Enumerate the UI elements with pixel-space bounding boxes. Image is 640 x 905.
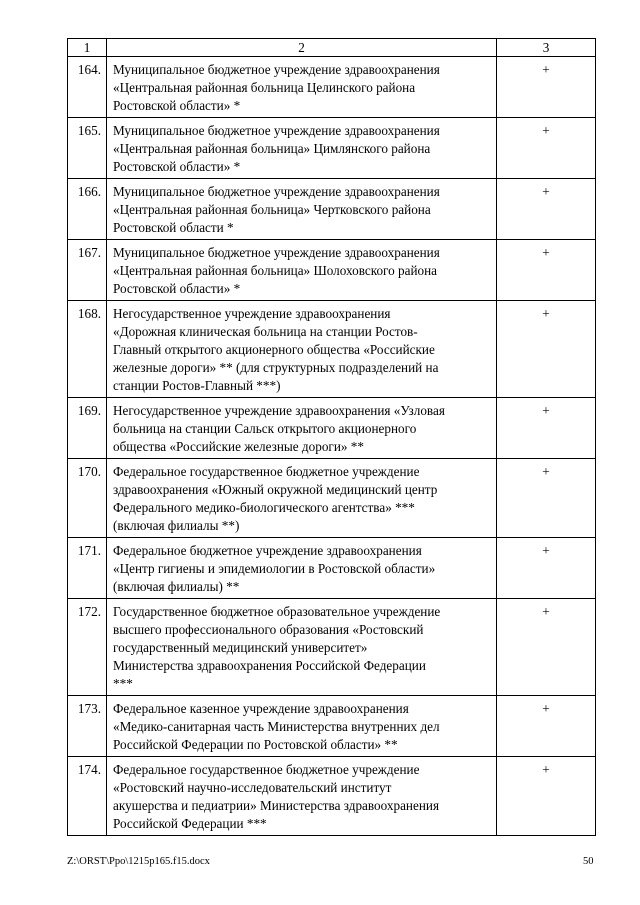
table-row	[68, 301, 596, 398]
table-row	[68, 696, 596, 757]
table-row	[68, 538, 596, 599]
table-header-row	[68, 39, 596, 57]
row-number: 174.	[68, 757, 107, 836]
plus-mark: +	[497, 757, 596, 836]
text-line: государственный медицинский университет»	[113, 640, 368, 655]
organization-name	[107, 240, 497, 301]
text-line: Российской Федерации по Ростовской области» **	[113, 737, 398, 752]
organization-name	[107, 538, 497, 599]
table-row	[68, 240, 596, 301]
table-row	[68, 57, 596, 118]
plus-mark: +	[497, 118, 596, 179]
row-number: 172.	[68, 599, 107, 696]
organization-name	[107, 599, 497, 696]
text-line: Муниципальное бюджетное учреждение здравоохранения	[113, 184, 440, 199]
text-line: Муниципальное бюджетное учреждение здравоохранения	[113, 62, 440, 77]
footer-page-number: 50	[583, 856, 594, 867]
text-line: Федеральное бюджетное учреждение здравоохранения	[113, 543, 422, 558]
text-line: железные дороги» ** (для структурных подразделений на	[113, 360, 439, 375]
plus-mark: +	[497, 599, 596, 696]
organization-name	[107, 696, 497, 757]
plus-mark: +	[497, 696, 596, 757]
plus-mark: +	[497, 459, 596, 538]
plus-mark: +	[497, 179, 596, 240]
column-header-organization: 2	[107, 39, 497, 57]
text-line: Российской Федерации ***	[113, 816, 267, 831]
text-line: (включая филиалы) **	[113, 579, 240, 594]
text-line: ***	[113, 676, 133, 691]
row-number: 170.	[68, 459, 107, 538]
footer-file-path: Z:\ORST\Ppo\1215p165.f15.docx	[67, 856, 210, 867]
registry-table	[67, 38, 596, 836]
organization-name	[107, 757, 497, 836]
row-number: 168.	[68, 301, 107, 398]
table-row	[68, 118, 596, 179]
text-line: Муниципальное бюджетное учреждение здравоохранения	[113, 123, 440, 138]
text-line: общества «Российские железные дороги» **	[113, 439, 364, 454]
text-line: «Центральная районная больница» Цимлянского района	[113, 141, 431, 156]
text-line: Федеральное государственное бюджетное учреждение	[113, 464, 420, 479]
text-line: «Центральная районная больница» Чертковского района	[113, 202, 431, 217]
table-row	[68, 757, 596, 836]
text-line: Муниципальное бюджетное учреждение здравоохранения	[113, 245, 440, 260]
plus-mark: +	[497, 301, 596, 398]
table-row	[68, 179, 596, 240]
plus-mark: +	[497, 57, 596, 118]
organization-name	[107, 398, 497, 459]
text-line: Ростовской области *	[113, 220, 234, 235]
text-line: станции Ростов-Главный ***)	[113, 378, 281, 393]
text-line: Ростовской области» *	[113, 98, 241, 113]
text-line: «Центральная районная больница Целинского района	[113, 80, 416, 95]
text-line: Негосударственное учреждение здравоохранения	[113, 306, 391, 321]
text-line: больница на станции Сальск открытого акционерного	[113, 421, 417, 436]
row-number: 173.	[68, 696, 107, 757]
row-number: 165.	[68, 118, 107, 179]
row-number: 164.	[68, 57, 107, 118]
row-number: 167.	[68, 240, 107, 301]
column-header-number: 1	[68, 39, 107, 57]
text-line: Государственное бюджетное образовательное учреждение	[113, 604, 441, 619]
text-line: «Центр гигиены и эпидемиологии в Ростовской области»	[113, 561, 436, 576]
organization-name	[107, 459, 497, 538]
text-line: (включая филиалы **)	[113, 518, 240, 533]
organization-name	[107, 57, 497, 118]
organization-name	[107, 118, 497, 179]
text-line: Министерства здравоохранения Российской Федерации	[113, 658, 426, 673]
text-line: акушерства и педиатрии» Министерства здравоохранения	[113, 798, 440, 813]
row-number: 169.	[68, 398, 107, 459]
organization-name	[107, 301, 497, 398]
text-line: Ростовской области» *	[113, 159, 241, 174]
plus-mark: +	[497, 538, 596, 599]
table-row	[68, 459, 596, 538]
text-line: Ростовской области» *	[113, 281, 241, 296]
plus-mark: +	[497, 398, 596, 459]
text-line: Главный открытого акционерного общества «Российские	[113, 342, 435, 357]
plus-mark: +	[497, 240, 596, 301]
text-line: «Дорожная клиническая больница на станции Ростов-	[113, 324, 418, 339]
text-line: Негосударственное учреждение здравоохранения «Узловая	[113, 403, 445, 418]
text-line: «Ростовский научно-исследовательский институт	[113, 780, 392, 795]
organization-name	[107, 179, 497, 240]
row-number: 166.	[68, 179, 107, 240]
text-line: Федеральное казенное учреждение здравоохранения	[113, 701, 409, 716]
table-row	[68, 398, 596, 459]
text-line: Федеральное государственное бюджетное учреждение	[113, 762, 420, 777]
row-number: 171.	[68, 538, 107, 599]
column-header-mark: 3	[497, 39, 596, 57]
text-line: высшего профессионального образования «Ростовский	[113, 622, 424, 637]
text-line: Федерального медико-биологического агентства» ***	[113, 500, 415, 515]
text-line: здравоохранения «Южный окружной медицинский центр	[113, 482, 438, 497]
text-line: «Медико-санитарная часть Министерства внутренних дел	[113, 719, 440, 734]
text-line: «Центральная районная больница» Шолоховского района	[113, 263, 438, 278]
table-row	[68, 599, 596, 696]
